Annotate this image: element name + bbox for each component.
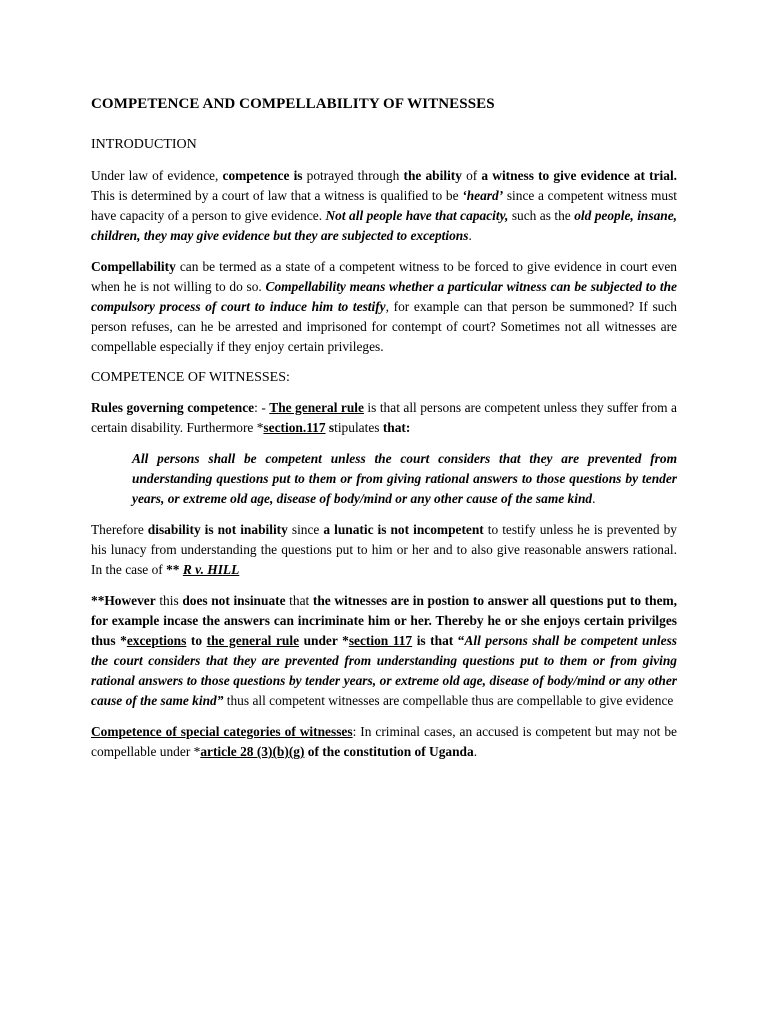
p5-text-run: the general rule <box>206 633 300 648</box>
p4-text-run: a lunatic is not incompetent <box>323 522 484 537</box>
p4-text-run: R v. HILL <box>182 562 240 577</box>
p6-text-run: . <box>473 744 478 759</box>
p3-text-run: s <box>325 420 335 435</box>
p4-text-run: disability is not inability <box>147 522 288 537</box>
p1-text-run: competence is <box>222 168 303 183</box>
p4-text-run: to testify unless he is prevented by his lunacy from understanding the questions put to him or her and to also give reasonable answers rational. In the case of <box>91 522 677 577</box>
document-title: COMPETENCE AND COMPELLABILITY OF WITNESSES <box>91 96 495 112</box>
p3-text-run: tipulates <box>334 420 383 435</box>
quote-period: . <box>592 491 596 506</box>
p6-text-run: Competence of special categories of witnesses <box>91 724 353 739</box>
p5-text-run: the witnesses are in postion to answer all questions put to them, for example incase the answers can incriminate him or her. Thereby he or she enjoys certain privilges thus * <box>91 593 678 648</box>
p5-text-run: **However <box>91 593 156 608</box>
p5-text-run: thus all competent witnesses are compellable thus are compellable to give evidence <box>223 693 674 708</box>
section-heading-competence-of-witnesses: COMPETENCE OF WITNESSES: <box>91 370 290 385</box>
p5-text-run: is that “ <box>412 633 465 648</box>
p1-text-run: such as the <box>508 208 575 223</box>
p1-text-run: a witness to give evidence at trial. <box>481 168 678 183</box>
p2-text-run: can be termed as a state of a competent witness to be forced to give evidence in court even when he is not willing to do so. <box>91 259 677 294</box>
p1-text-run: old people, insane, children, they may give evidence but they are subjected to exceptions <box>91 208 678 243</box>
p5-text-run: this <box>155 593 183 608</box>
p5-text-run: does not insinuate <box>182 593 286 608</box>
p4-text-run: ** <box>166 562 183 577</box>
p6-text-run: : In criminal cases, an accused is competent but may not be compellable under * <box>91 724 677 759</box>
p4-text-run: Therefore <box>91 522 148 537</box>
p5-text-run: to <box>186 633 207 648</box>
p2-text-run: Compellability <box>91 259 176 274</box>
p6-text-run: of the constitution of Uganda <box>304 744 474 759</box>
p1-text-run: Not all people have that capacity, <box>325 208 509 223</box>
p5-text-run: under * <box>299 633 349 648</box>
p5-text-run: that <box>285 593 313 608</box>
quote-section-117 <box>132 449 677 509</box>
p5-text-run: All persons shall be competent unless the court considers that they are prevented from understanding questions put to them or from giving rational answers to those questions by tender years, or extreme old age, disease of body/mind or any other cause of the same kind” <box>91 633 677 708</box>
p1-text-run: This is determined by a court of law that a witness is qualified to be <box>91 188 463 203</box>
p3-text-run: Rules governing competence <box>91 400 255 415</box>
p5-text-run: exceptions <box>126 633 187 648</box>
p4-text-run: since <box>287 522 324 537</box>
p1-text-run: potrayed through <box>302 168 404 183</box>
paragraph-disability-not-inability <box>91 520 677 580</box>
p5-text-run: section 117 <box>348 633 413 648</box>
p3-text-run: that: <box>382 420 411 435</box>
section-heading-introduction: INTRODUCTION <box>91 137 197 152</box>
paragraph-special-categories <box>91 722 677 762</box>
p2-text-run: Compellability means whether a particular witness can be subjected to the compulsory process of court to induce him to testify <box>91 279 677 314</box>
p6-text-run: article 28 (3)(b)(g) <box>200 744 305 759</box>
p1-text-run: Under law of evidence, <box>91 168 223 183</box>
p2-text-run: , for example can that person be summoned? If such person refuses, can he be arrested and imprisoned for contempt of court? Sometimes not all witnesses are compellable especially if they enjoy certain privileges. <box>91 299 678 354</box>
p1-text-run: since a competent witness must have capacity of a person to give evidence. <box>91 188 678 223</box>
paragraph-compellability-definition <box>91 257 677 357</box>
p3-text-run: : - <box>254 400 270 415</box>
p3-text-run: The general rule <box>269 400 364 415</box>
p1-text-run: ‘heard’ <box>462 188 504 203</box>
p3-text-run: section.117 <box>263 420 326 435</box>
paragraph-competence-definition <box>91 166 677 246</box>
p3-text-run: is that all persons are competent unless they suffer from a certain disability. Furthermore * <box>91 400 678 435</box>
paragraph-however-exceptions <box>91 591 677 711</box>
p1-text-run: the ability <box>403 168 462 183</box>
p1-text-run: of <box>461 168 482 183</box>
paragraph-rules-governing-competence <box>91 398 677 438</box>
document-body <box>91 94 677 773</box>
p1-text-run: . <box>468 228 472 243</box>
quote-text: All persons shall be competent unless the court considers that they are prevented from understanding questions put to them or from giving rational answers to those questions by tender years, or extreme old age, disease of body/mind or any other cause of the same kind <box>132 451 677 506</box>
